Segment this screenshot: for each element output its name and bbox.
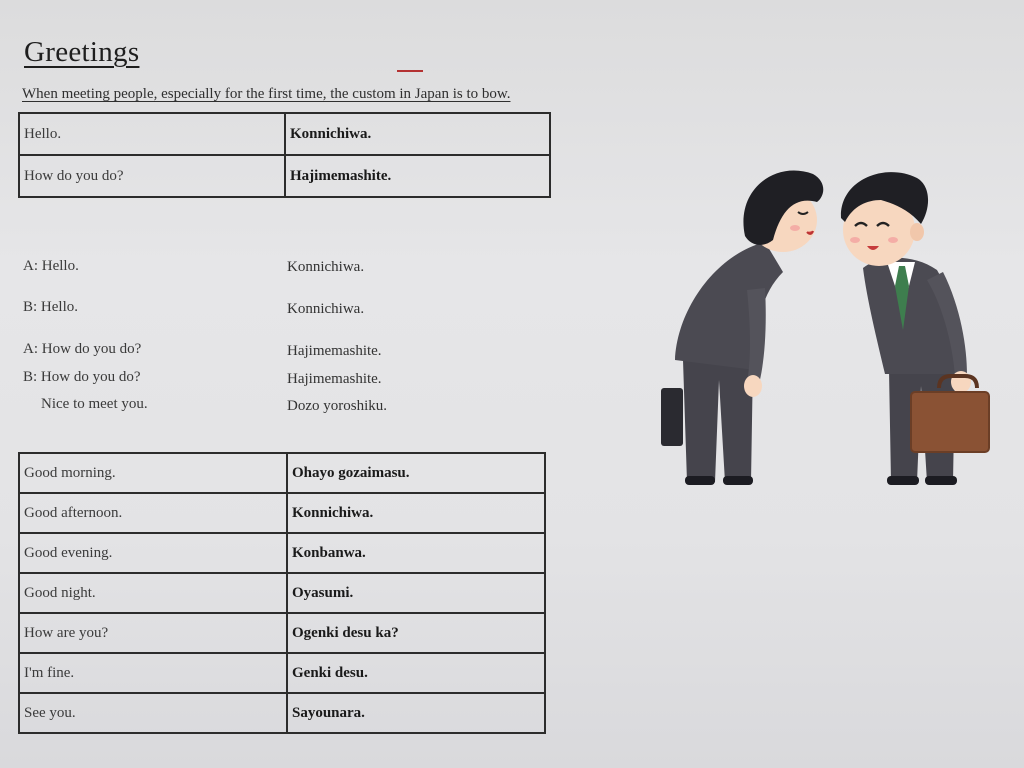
dialogue-japanese-line: Hajimemashite. — [287, 343, 382, 359]
english-cell: See you. — [19, 693, 287, 733]
bowing-man-figure — [841, 172, 989, 485]
japanese-cell: Ogenki desu ka? — [287, 613, 545, 653]
bowing-woman-figure — [661, 171, 823, 485]
basic-greetings-table — [18, 112, 551, 198]
daily-greetings-table — [18, 452, 546, 734]
table-row — [19, 533, 545, 573]
dialogue-japanese-line: Dozo yoroshiku. — [287, 398, 387, 414]
dialogue-japanese-line: Konnichiwa. — [287, 259, 365, 275]
dialogue-english-line: B: How do you do? — [23, 369, 141, 385]
english-cell: Good morning. — [19, 453, 287, 493]
japanese-cell: Sayounara. — [287, 693, 545, 733]
dialogue-english-line: A: Hello. — [23, 258, 79, 274]
table-row — [19, 493, 545, 533]
english-cell: Good night. — [19, 573, 287, 613]
page-title: Greetings — [24, 36, 140, 68]
page-subtitle: When meeting people, especially for the first time, the custom in Japan is to bow. — [22, 86, 511, 102]
english-cell: I'm fine. — [19, 653, 287, 693]
table-row — [19, 113, 550, 155]
japanese-cell: Ohayo gozaimasu. — [287, 453, 545, 493]
table-row — [19, 573, 545, 613]
dialogue-english-line: B: Hello. — [23, 299, 78, 315]
dialogue-japanese-line: Hajimemashite. — [287, 371, 382, 387]
japanese-cell: Konnichiwa. — [285, 113, 550, 155]
japanese-cell: Konbanwa. — [287, 533, 545, 573]
red-pen-mark — [397, 70, 423, 72]
japanese-cell: Oyasumi. — [287, 573, 545, 613]
english-cell: How are you? — [19, 613, 287, 653]
english-cell: How do you do? — [19, 155, 285, 197]
japanese-cell: Genki desu. — [287, 653, 545, 693]
english-cell: Good afternoon. — [19, 493, 287, 533]
english-cell: Hello. — [19, 113, 285, 155]
table-row — [19, 613, 545, 653]
bowing-businesspeople-icon — [655, 160, 995, 500]
table-row — [19, 653, 545, 693]
table-row — [19, 453, 545, 493]
table-row — [19, 693, 545, 733]
dialogue-japanese-line: Konnichiwa. — [287, 301, 365, 317]
english-cell: Good evening. — [19, 533, 287, 573]
dialogue-english-line: Nice to meet you. — [41, 396, 148, 412]
dialogue-english-line: A: How do you do? — [23, 341, 142, 357]
japanese-cell: Konnichiwa. — [287, 493, 545, 533]
table-row — [19, 155, 550, 197]
japanese-cell: Hajimemashite. — [285, 155, 550, 197]
